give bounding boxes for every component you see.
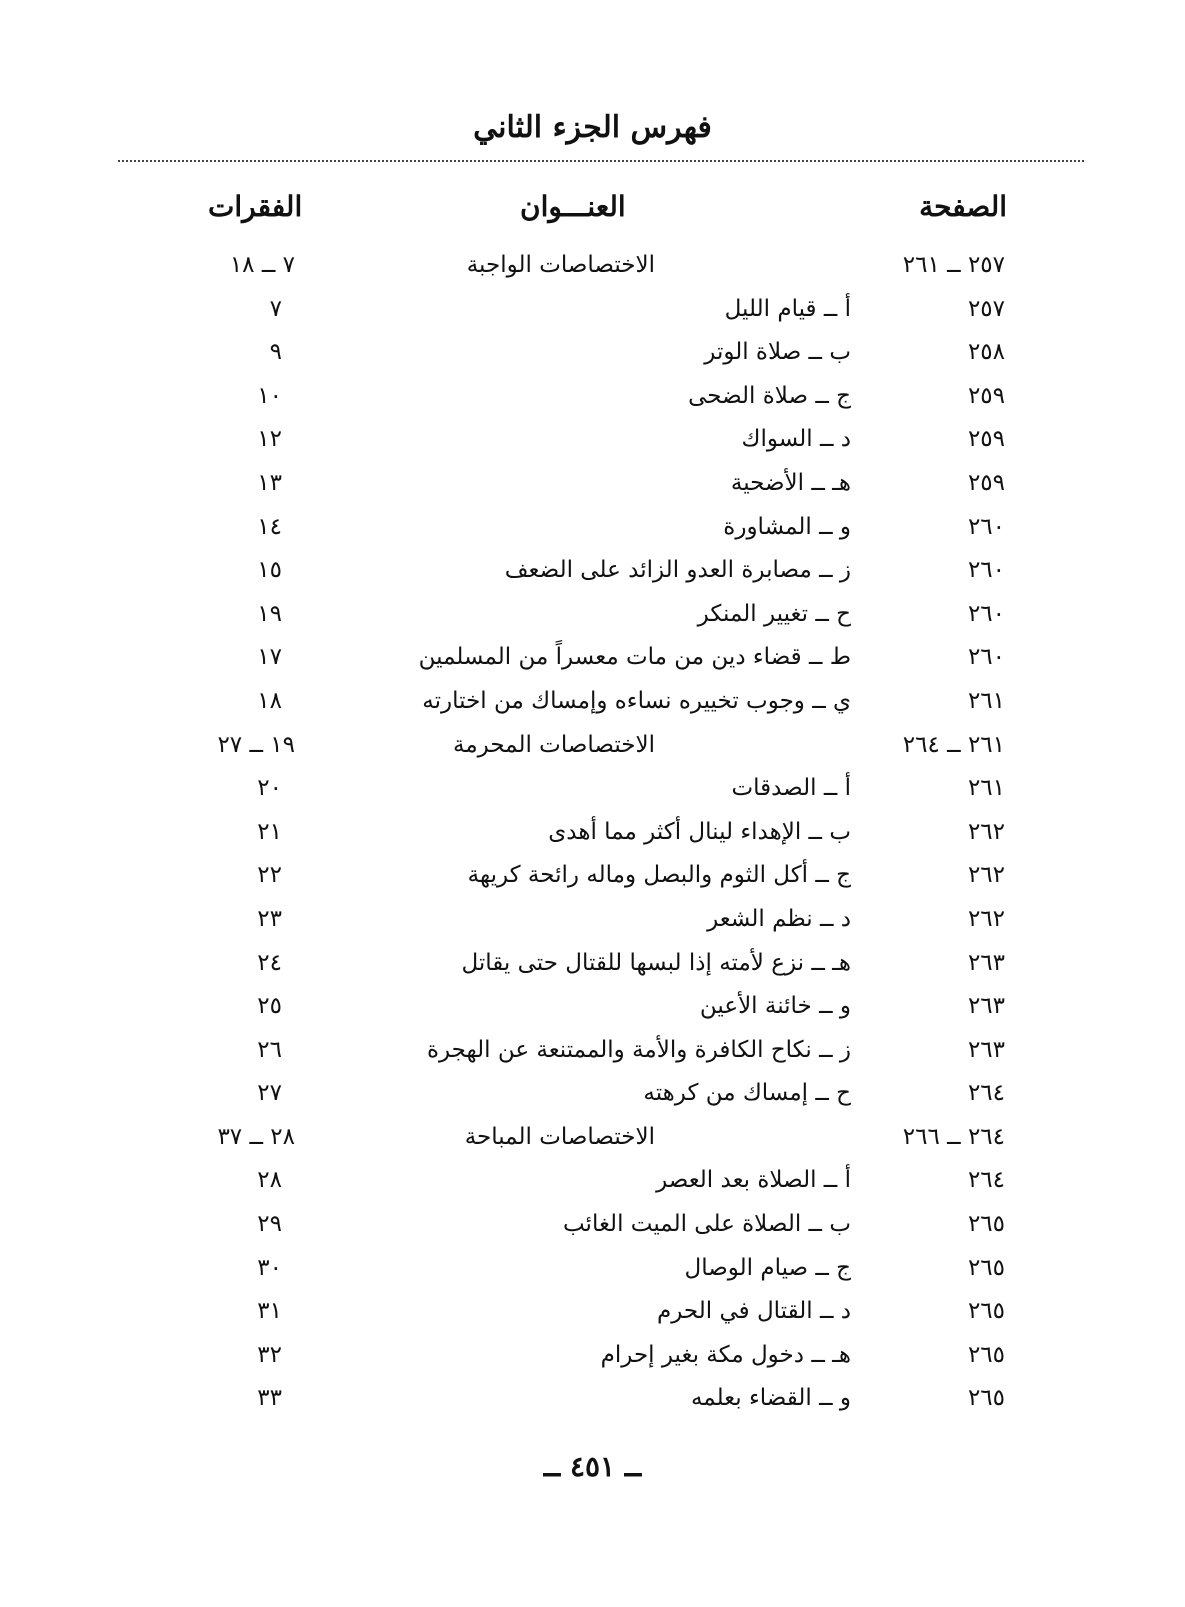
toc-row [0,1294,1185,1338]
toc-page-ref: ٢٥٩ [967,382,1005,409]
toc-entry-title: هـ ــ الأضحية [730,469,851,496]
toc-row [0,379,1185,423]
toc-entry-title: ج ــ أكل الثوم والبصل وماله رائحة كريهة [467,862,851,889]
toc-entry-title: أ ــ الصدقات [731,775,851,802]
table-of-contents [0,248,1185,1425]
toc-page-ref: ٢٦٤ [967,1080,1005,1107]
toc-paragraph-ref: ٢٠ [257,775,282,802]
toc-entry-title: ب ــ الإهداء لينال أكثر مما أهدى [548,818,851,845]
toc-entry-title: ي ــ وجوب تخييره نساءه وإمساك من اختارته [422,687,851,714]
toc-entry-title: ج ــ صلاة الضحى [688,382,851,409]
toc-entry-title: ط ــ قضاء دين من مات معسراً من المسلمين [418,644,851,671]
toc-entry-title: ز ــ مصابرة العدو الزائد على الضعف [504,557,851,584]
toc-paragraph-ref: ٣٠ [257,1254,282,1281]
column-header-paragraphs: الفقرات [208,190,303,223]
page-title: فهرس الجزء الثاني [473,110,712,145]
toc-page-ref: ٢٦١ [967,687,1005,714]
toc-paragraph-ref: ١٥ [257,557,282,584]
toc-row [0,1033,1185,1077]
toc-paragraph-ref: ١٤ [257,513,282,540]
toc-row [0,422,1185,466]
toc-page-ref: ٢٦٣ [967,1036,1005,1063]
toc-entry-title: ح ــ تغيير المنكر [697,600,851,627]
toc-entry-title: د ــ نظم الشعر [707,905,851,932]
toc-page-ref: ٢٦٣ [967,949,1005,976]
toc-page-ref: ٢٥٧ [967,295,1005,322]
toc-page-ref: ٢٦٢ [967,818,1005,845]
toc-row [0,292,1185,336]
toc-page-ref: ٢٦٥ [967,1298,1005,1325]
toc-page-ref: ٢٥٩ [967,426,1005,453]
toc-page-ref: ٢٦٠ [967,557,1005,584]
toc-paragraph-ref: ٢٧ [257,1080,282,1107]
toc-entry-title: د ــ القتال في الحرم [657,1298,851,1325]
toc-section-title: الاختصاصات الواجبة [466,252,655,278]
toc-page-ref: ٢٦٠ [967,600,1005,627]
toc-page-ref: ٢٦٥ [967,1254,1005,1281]
toc-page-ref: ٢٦٠ [967,513,1005,540]
toc-page-ref: ٢٦٤ [967,1167,1005,1194]
toc-paragraph-ref: ٢٨ [257,1167,282,1194]
toc-page-ref: ٢٦٥ [967,1385,1005,1412]
toc-section-title: الاختصاصات المحرمة [452,731,655,758]
toc-row [0,815,1185,859]
toc-page-ref: ٢٦١ ــ ٢٦٤ [902,731,1005,758]
toc-row [0,1207,1185,1251]
toc-row [0,1163,1185,1207]
toc-entry-title: و ــ خائنة الأعين [699,993,851,1020]
toc-row [0,902,1185,946]
toc-paragraph-ref: ٢٤ [257,949,282,976]
toc-page-ref: ٢٦٥ [967,1341,1005,1368]
toc-paragraph-ref: ١٨ [257,687,282,714]
toc-page-ref: ٢٦١ [967,775,1005,802]
toc-page-ref: ٢٥٩ [967,469,1005,496]
toc-paragraph-ref: ١٧ [257,644,282,671]
toc-entry-title: ز ــ نكاح الكافرة والأمة والممتنعة عن الهجرة [426,1036,851,1063]
header-divider [118,160,1084,162]
toc-page-ref: ٢٦٣ [967,993,1005,1020]
toc-paragraph-ref: ١٣ [257,469,282,496]
toc-entry-title: ب ــ صلاة الوتر [704,339,851,366]
toc-paragraph-ref: ٣٣ [257,1385,282,1412]
toc-entry-title: أ ــ قيام الليل [724,295,851,322]
toc-row [0,510,1185,554]
toc-paragraph-ref: ١٠ [257,382,282,409]
toc-paragraph-ref: ٢٢ [257,862,282,889]
toc-page-ref: ٢٦٥ [967,1211,1005,1238]
toc-paragraph-ref: ٢٦ [257,1036,282,1063]
toc-page-ref: ٢٦٤ ــ ٢٦٦ [902,1123,1005,1150]
toc-row [0,1251,1185,1295]
toc-paragraph-ref: ٢٥ [257,993,282,1020]
toc-paragraph-ref: ٢٨ ــ ٣٧ [217,1123,295,1150]
toc-paragraph-ref: ١٩ [257,600,282,627]
toc-entry-title: هـ ــ نزع لأمته إذا لبسها للقتال حتى يقاتل [461,949,851,976]
column-header-title: العنـــوان [520,190,626,223]
toc-page-ref: ٢٥٧ ــ ٢٦١ [902,252,1005,278]
toc-entry-title: و ــ المشاورة [723,513,851,540]
toc-row [0,684,1185,728]
toc-paragraph-ref: ٩ [269,339,282,366]
toc-paragraph-ref: ٢٩ [257,1211,282,1238]
toc-section-row [0,1120,1185,1164]
toc-row [0,597,1185,641]
toc-page-ref: ٢٥٨ [967,339,1005,366]
toc-row [0,335,1185,379]
toc-paragraph-ref: ٣٢ [257,1341,282,1368]
toc-page-ref: ٢٦٢ [967,905,1005,932]
toc-row [0,553,1185,597]
toc-row [0,946,1185,990]
toc-paragraph-ref: ٢٣ [257,905,282,932]
toc-entry-title: هـ ــ دخول مكة بغير إحرام [600,1341,851,1368]
toc-paragraph-ref: ٣١ [257,1298,282,1325]
toc-row [0,1381,1185,1425]
toc-paragraph-ref: ٧ [269,295,282,322]
toc-page-ref: ٢٦٢ [967,862,1005,889]
toc-entry-title: د ــ السواك [741,426,851,453]
toc-paragraph-ref: ٢١ [257,818,282,845]
toc-entry-title: ب ــ الصلاة على الميت الغائب [562,1211,851,1238]
page-number: ــ ٤٥١ ــ [543,1450,642,1483]
toc-paragraph-ref: ٧ ــ ١٨ [229,252,295,278]
toc-row [0,989,1185,1033]
toc-paragraph-ref: ١٢ [257,426,282,453]
toc-row [0,640,1185,684]
toc-paragraph-ref: ١٩ ــ ٢٧ [217,731,295,758]
toc-entry-title: و ــ القضاء بعلمه [690,1385,851,1412]
toc-page-ref: ٢٦٠ [967,644,1005,671]
toc-row [0,1338,1185,1382]
toc-section-row [0,728,1185,772]
column-header-page: الصفحة [919,190,1007,223]
toc-row [0,1076,1185,1120]
toc-row [0,771,1185,815]
toc-entry-title: ح ــ إمساك من كرهته [643,1080,851,1107]
toc-section-title: الاختصاصات المباحة [464,1123,655,1150]
toc-row [0,466,1185,510]
toc-section-row [0,248,1185,292]
toc-entry-title: أ ــ الصلاة بعد العصر [656,1167,851,1194]
toc-entry-title: ج ــ صيام الوصال [684,1254,851,1281]
toc-row [0,858,1185,902]
